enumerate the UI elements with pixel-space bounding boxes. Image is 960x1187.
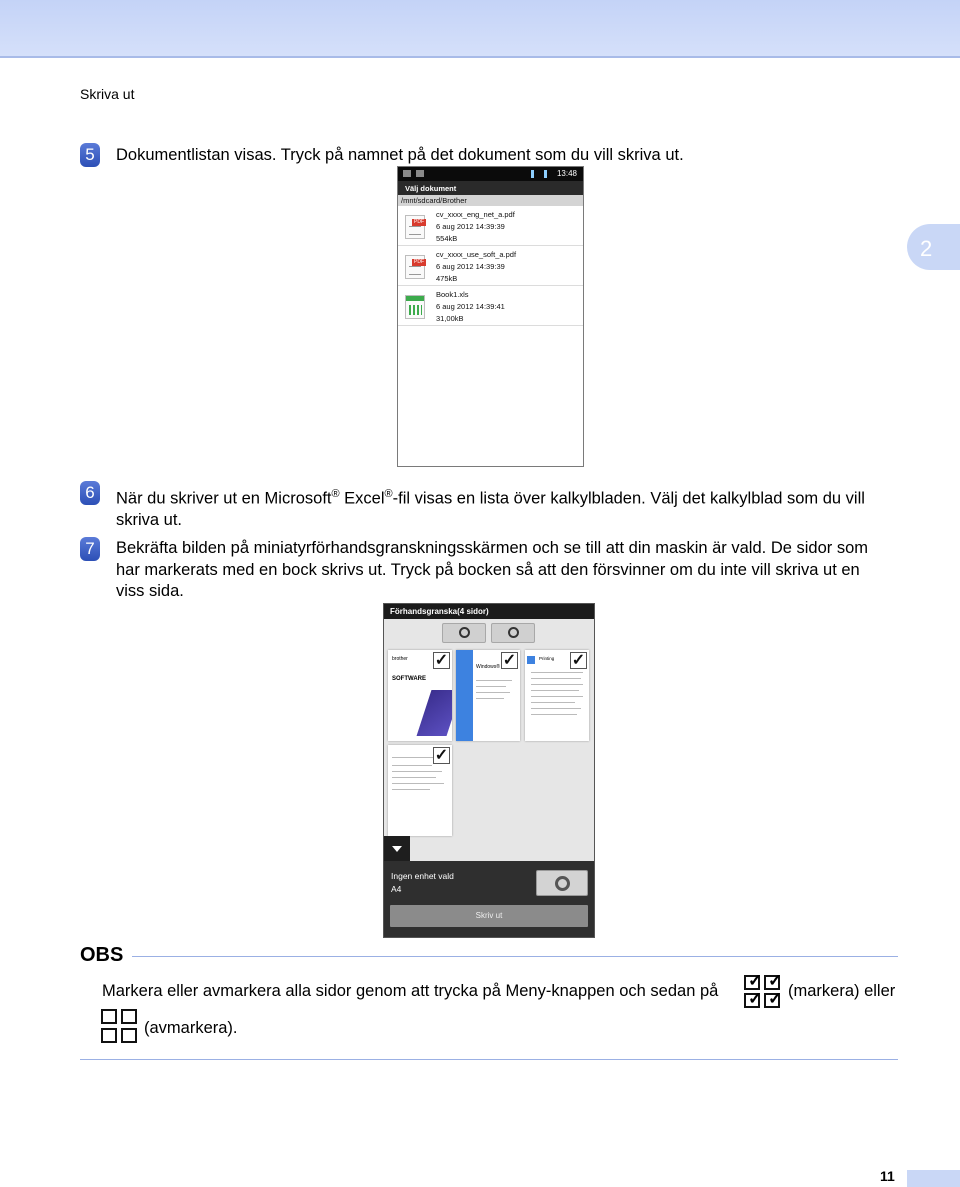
page-header-title: Skriva ut [80,86,135,102]
dialog-title: Välj dokument [398,181,583,195]
device-status: Ingen enhet vald [391,871,454,881]
notification-icon [416,170,424,177]
pdf-file-icon: PDF [405,255,425,279]
zoom-out-button[interactable] [442,623,486,643]
status-time: 13:48 [556,169,577,178]
zoom-in-button[interactable] [491,623,535,643]
file-row[interactable] [398,246,583,286]
note-text-part1: Markera eller avmarkera alla sidor genom att trycka på Meny-knappen och sedan på [102,982,719,1000]
image-icon [403,170,411,177]
file-name: cv_xxxx_eng_net_a.pdf [436,210,515,219]
file-row[interactable] [398,286,583,326]
file-row[interactable] [398,206,583,246]
deselect-all-icon [101,1009,139,1045]
page-checkbox[interactable]: ✓ [571,652,586,669]
top-header-band [0,0,960,58]
file-date: 6 aug 2012 14:39:41 [436,302,505,311]
page-thumbnail[interactable]: Printing ✓ [525,650,589,741]
file-date: 6 aug 2012 14:39:39 [436,262,505,271]
folder-path: /mnt/sdcard/Brother [398,195,583,206]
step-5-text: Dokumentlistan visas. Tryck på namnet på det dokument som du vill skriva ut. [116,146,684,164]
page-number: 11 [880,1168,895,1184]
page-checkbox[interactable]: ✓ [434,652,449,669]
expand-button[interactable] [384,836,410,861]
step-6-badge: 6 [80,481,100,505]
page-tab [907,1170,960,1187]
document-list-screenshot [397,166,584,467]
step-7-text: Bekräfta bilden på miniatyrförhandsgranskningsskärmen och se till att din maskin är vald. De sidor som har markerats med en bock skrivs ut. Tryck på bocken så att den försvinner om du inte vill skriva ut en viss sida. [116,539,869,600]
file-date: 6 aug 2012 14:39:39 [436,222,505,231]
page-checkbox[interactable]: ✓ [502,652,517,669]
paper-size: A4 [391,884,402,894]
file-name: Book1.xls [436,290,469,299]
note-heading: OBS [80,944,124,966]
settings-button[interactable] [536,870,588,896]
page-thumbnail[interactable] [388,745,452,836]
chevron-down-icon [392,846,402,852]
chapter-tab [907,224,960,270]
zoom-in-icon [508,627,519,638]
signal-icon [531,170,547,178]
note-text-part2: (markera) eller [788,982,896,1000]
page-thumbnail[interactable]: Windows® ✓ [456,650,520,741]
note-top-rule [132,956,898,957]
file-name: cv_xxxx_use_soft_a.pdf [436,250,517,259]
chapter-number: 2 [920,236,933,261]
step-6-text: När du skriver ut en Microsoft® Excel®-fil visas en lista över kalkylbladen. Välj det kalkylblad som du vill skriva ut. [116,488,865,529]
gear-icon [555,876,570,891]
zoom-out-icon [459,627,470,638]
file-size: 475kB [436,274,458,283]
status-bar [398,167,583,181]
xls-file-icon [405,295,425,319]
file-size: 31,00kB [436,314,464,323]
print-button[interactable]: Skriv ut [390,905,588,927]
print-preview-screenshot [383,603,595,938]
page-checkbox[interactable]: ✓ [434,747,449,764]
step-7-badge: 7 [80,537,100,561]
print-settings-panel [384,861,595,938]
preview-title: Förhandsgranska(4 sidor) [384,604,594,619]
note-bottom-rule [80,1059,898,1060]
note-text-part3: (avmarkera). [144,1019,238,1037]
step-5-badge: 5 [80,143,100,167]
pdf-file-icon: PDF [405,215,425,239]
page-thumbnail[interactable]: brother SOFTWARE ✓ [388,650,452,741]
file-size: 554kB [436,234,458,243]
select-all-icon: ✓ ✓ ✓ ✓ [744,975,782,1009]
